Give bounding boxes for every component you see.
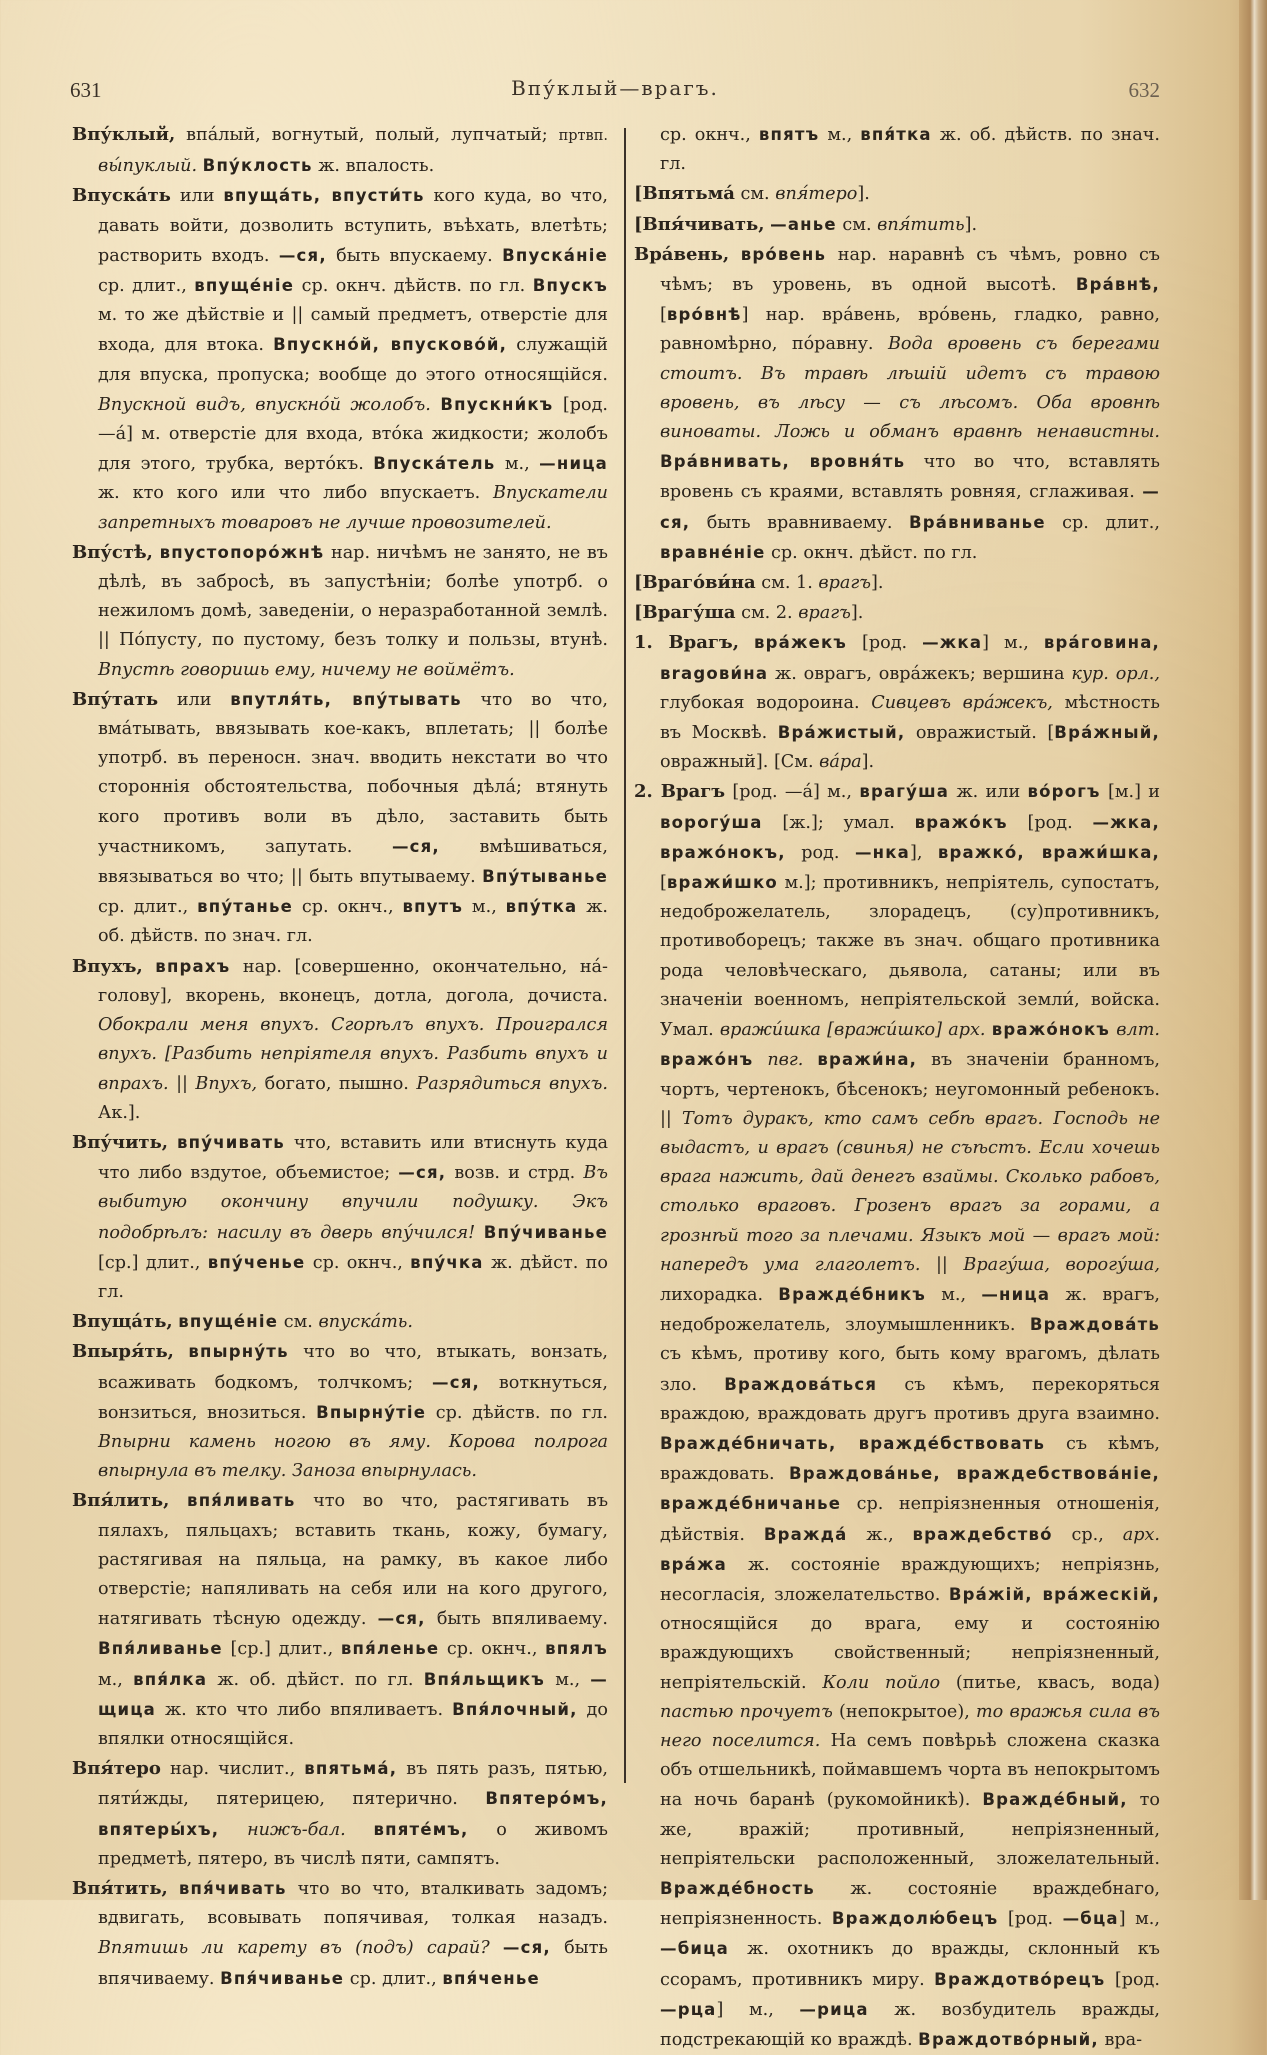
definition-text: быть впяливаему. — [425, 1609, 608, 1630]
headword: вражо́нъ — [660, 1050, 754, 1070]
headword: вра́говина, вragови́на — [660, 633, 1161, 683]
dictionary-entry — [72, 952, 608, 1128]
page-number-right: 632 — [1128, 78, 1160, 102]
headword: —ся, — [432, 1372, 480, 1392]
example-text: арх. — [1122, 1524, 1160, 1545]
definition-text: ж. или — [949, 782, 1028, 803]
example-text: кур. орл., — [1071, 663, 1160, 684]
headword: Впятеро́мъ, впятеры́хъ, — [98, 1789, 608, 1839]
dictionary-entry — [634, 628, 1160, 777]
definition-text: ж. впалость. — [312, 156, 435, 177]
definition-text: ср. окнч. дѣйств. по гл. — [294, 276, 533, 297]
headword: вро́внѣ — [666, 305, 742, 325]
definition-text: быть вравниваему. — [690, 512, 909, 533]
example-text: Сивцевъ вра́жекъ, — [871, 692, 1053, 713]
definition-text: лихорадка. — [660, 1284, 779, 1305]
definition-text: воткнуться, вонзиться, внозиться. — [98, 1372, 608, 1423]
column-divider — [624, 128, 626, 1783]
definition-text: вра- — [1098, 2030, 1143, 2050]
definition-text: служащій для впуска, пропуска; вообще до этого относящійся. — [98, 335, 609, 385]
definition-text: [род. — [847, 633, 923, 654]
definition-text: ж. дѣйст. по гл. — [98, 1252, 608, 1302]
definition-text: м. то же дѣйствіе и || самый предметъ, отверстіе для входа, для втока. — [98, 305, 608, 356]
headword: вро́вень — [740, 244, 827, 264]
headword: врагу́ша — [859, 782, 950, 802]
example-text: Впускной видъ, впускно́й жолобъ. — [98, 394, 431, 415]
headword: впя́ченье — [442, 1968, 540, 1988]
definition-text: или — [170, 186, 224, 207]
definition-text: ]. — [857, 184, 870, 205]
dictionary-entry — [634, 240, 1160, 568]
definition-text: [ср.] длит., — [222, 1639, 341, 1660]
left-column — [72, 120, 608, 1994]
definition-text: (питье, квасъ, вода) — [940, 1672, 1160, 1693]
page-number-left: 631 — [70, 78, 102, 102]
definition-text: ср. длит., — [98, 897, 198, 918]
headword: [Впя́чивать, — [634, 213, 765, 235]
definition-text: ], — [909, 842, 938, 863]
headword: —жка, вражо́нокъ, — [660, 812, 1160, 862]
headword: Враждова́нье, враждебствова́ніе, вражде́бничанье — [660, 1464, 1160, 1514]
definition-text: возв. и стрд. — [446, 1163, 584, 1184]
dictionary-entry — [72, 685, 608, 952]
headword: враждебство́ — [912, 1524, 1053, 1544]
example-text: пвг. — [767, 1050, 804, 1071]
dictionary-entry — [634, 179, 1160, 209]
definition-text: ]. — [964, 214, 978, 235]
headword: вражи́шко — [666, 873, 778, 893]
headword: Вражда́ — [763, 1524, 848, 1544]
headword: впуща́ть, впусти́ть — [223, 186, 425, 206]
definition-text: въ значеніи бранномъ, чортъ, чертенокъ, бѣсенокъ; неугомонный ребенокъ. || — [660, 1050, 1160, 1129]
headword: —ся, — [377, 1609, 426, 1629]
headword: впу́ченье — [207, 1252, 306, 1272]
headword: впутля́ть, впу́тывать — [230, 689, 462, 709]
headword: Враждотво́рецъ — [934, 1969, 1106, 1989]
definition-text: м., — [463, 897, 506, 918]
headword: Впя́лить, — [72, 1490, 170, 1512]
headword: ворогу́ша — [660, 812, 763, 832]
definition-text: см. — [836, 214, 878, 235]
definition-text — [346, 1820, 374, 1840]
headword: вра́жекъ — [754, 633, 847, 653]
headword: вра́жа — [660, 1554, 727, 1574]
headword: впятьма́, — [304, 1759, 398, 1779]
definition-text: [род. — [998, 1909, 1063, 1930]
definition-text: [м.] и — [1100, 782, 1161, 803]
example-text: ва́ра — [819, 752, 862, 773]
definition-text: что, вставить или втиснуть куда что либо вздутое, объемистое; — [98, 1132, 608, 1184]
headword: Впускни́къ — [440, 394, 554, 414]
definition-text: Ак.]. — [98, 1102, 141, 1123]
headword: Впускъ — [532, 276, 608, 296]
definition-text: ср. длит., — [98, 276, 195, 297]
headword: впрахъ — [155, 956, 231, 976]
example-text: Впятишь ли карету въ (подъ) сарай? — [98, 1938, 490, 1959]
headword: Впя́чиванье — [220, 1968, 345, 1988]
example-text: Въ выбитую окончину впучили подушку. Экъ подобрѣлъ: насилу въ дверь впу́чился! — [98, 1163, 609, 1243]
example-text: арх. — [948, 1020, 986, 1041]
definition-text: || — [920, 1254, 964, 1275]
definition-text: нар. ничѣмъ не занято, не въ дѣлѣ, въ забросѣ, въ запустѣніи; болѣе употрб. о нежиломъ домѣ, заведеніи, о неразработанной землѣ. || По́пусту, по пустому, безъ толку и пользы, втунѣ. — [98, 542, 608, 651]
definition-text: [род. — [1105, 1969, 1160, 1990]
definition-text: м., — [819, 125, 861, 145]
definition-text: ср., — [1052, 1524, 1123, 1545]
definition-text: или — [158, 689, 231, 710]
headword: Впу́стѣ, — [72, 541, 153, 563]
definition-text: м.]; противникъ, непріятель, супостатъ, недоброжелатель, злорадецъ, (су)противникъ, противоборецъ; также въ знач. общаго противника рода человѣческаго, дьявола, сатаны; или въ значеніи военномъ, непріятельской земли́, войска. Умал. — [660, 873, 1160, 1041]
headword: —бица — [660, 1939, 729, 1959]
headword: Впя́льщикъ — [423, 1669, 545, 1689]
headword: впутъ — [402, 897, 464, 917]
dictionary-entry — [634, 777, 1160, 2055]
headword: [Враго́ви́на — [634, 572, 756, 594]
headword: [Впятьма́ — [634, 183, 735, 205]
definition-text — [739, 633, 754, 653]
example-text: Разрядиться впухъ. — [416, 1073, 608, 1094]
example-text: впуска́ть. — [318, 1312, 413, 1333]
headword: Впуска́ть — [72, 185, 171, 207]
headword: впу́чивать — [177, 1132, 285, 1152]
definition-text — [490, 1938, 503, 1958]
definition-text: нар. наравнѣ съ чѣмъ, ровно съ чѣмъ; въ уровень, въ одной высотѣ. — [660, 244, 1160, 296]
definition-text: ср. непріязненныя отношенія, дѣйствія. — [660, 1494, 1160, 1545]
headword: Враждолю́бецъ — [831, 1909, 999, 1929]
definition-text: нар. [совершенно, окончательно, на́-голову], вкорень, вконецъ, дотла, догола, дочиста. — [98, 956, 608, 1006]
definition-text: см. — [734, 184, 776, 205]
definition-text: кого куда, во что, давать войти, дозволить вступить, въѣхать, влетѣть; растворить входъ. — [98, 186, 608, 266]
definition-text — [143, 957, 156, 977]
definition-text: м., — [495, 454, 540, 475]
definition-text: м., — [926, 1284, 982, 1305]
example-text: Тотъ дуракъ, кто самъ себѣ врагъ. Господь не выдастъ, и врагъ (свинья) не съѣстъ. Если хочешь врага нажить, дай денегъ взаймы. Сколько рабовъ, столько враговъ. Грозенъ врагъ за горами, а грознѣй того за плечами. Языкъ мой — врагъ мой: напередъ ума глаголетъ. — [660, 1108, 1161, 1275]
dictionary-entry — [72, 1874, 608, 1994]
definition-text: [ — [660, 873, 667, 894]
headword: впуще́ніе — [194, 276, 295, 296]
example-text: пастью прочуетъ — [660, 1701, 833, 1722]
definition-text: что во что, втыкать, вонзать, всаживать бодкомъ, толчкомъ; — [98, 1342, 609, 1393]
definition-text: ]. — [871, 573, 884, 594]
headword: —рца — [660, 1999, 717, 2019]
definition-text — [475, 1223, 484, 1243]
definition-text: ж. состояніе враждующихъ; непріязнь, несогласія, зложелательство. — [660, 1554, 1160, 1605]
definition-text — [753, 1050, 767, 1070]
headword: впятъ — [758, 125, 820, 144]
headword: —ся, — [278, 245, 327, 265]
definition-text: ] м., — [1118, 1909, 1160, 1930]
definition-text: [род. —а́] м. отверстіе для входа, вто́ка жидкости; жолобъ для этого, трубка, верто́къ. — [98, 394, 609, 475]
example-text: Впускатели запретныхъ товаровъ не лучше провозителей. — [98, 483, 608, 533]
headword: Вра́жный, — [1054, 723, 1160, 743]
headword: Впускно́й, впусково́й, — [273, 335, 508, 355]
definition-text: || — [168, 1073, 196, 1094]
definition-text: быть впускаему. — [326, 245, 503, 266]
definition-text: въ пять разъ, пятью, пяти́жды, пятерицею, пятерично. — [98, 1759, 608, 1810]
headword: —ся, — [660, 482, 1160, 532]
headword: Впу́чиванье — [483, 1222, 609, 1242]
definition-text: съ кѣмъ, перекоряться враждою, враждовать другъ противъ друга взаимно. — [660, 1374, 1160, 1424]
dictionary-entry — [634, 598, 1160, 628]
dictionary-entry — [72, 538, 608, 685]
page-header — [70, 72, 1160, 108]
example-text: впя́теро — [775, 184, 858, 205]
definition-text: ср. окнч., — [660, 125, 759, 145]
headword: Впу́клость — [202, 156, 313, 176]
definition-text: пртвп. — [558, 128, 608, 144]
headword: Впу́тать — [72, 688, 159, 710]
headword: Враждова́ться — [724, 1374, 878, 1394]
definition-text: ж. об. дѣйств. по знач. гл. — [660, 125, 1161, 175]
example-text: Впустѣ говоришь ему, ничему не воймётъ. — [98, 659, 515, 680]
definition-text: род. — [785, 842, 855, 863]
definition-text: ] нар. вра́вень, вро́вень, гладко, равно, равномѣрно, по́равну. — [660, 305, 1160, 355]
example-text: то вражья сила въ него поселится. — [660, 1701, 1160, 1751]
headword: Впуска́ніе — [502, 245, 608, 265]
example-text: врагъ — [818, 573, 872, 594]
definition-text: ср. окнч., — [293, 897, 403, 918]
example-text: Вода вровень съ берегами стоитъ. Въ травѣ лѣшій идетъ съ травою вровень, въ лѣсу — съ лѣсомъ. Оба вровнѣ виноваты. Ложь и обманъ вравнѣ ненавистны. — [660, 334, 1160, 443]
headword: —ница — [539, 454, 608, 474]
headword: Враждотво́рный, — [918, 2030, 1099, 2049]
dictionary-entry — [72, 1128, 608, 1307]
definition-text: ср. окнч., — [305, 1252, 411, 1273]
headword: впустопоро́жнѣ — [159, 542, 325, 562]
definition-text: что во что, вма́тывать, ввязывать кое-какъ, вплетать; || болѣе употрб. въ переносн. знач. вводить некстати во что стороннія обстоятельства, побочныя дѣла́; втянуть кого противъ воли въ дѣло, заставить быть участникомъ, запутать. — [98, 689, 608, 857]
definition-text: богато, пышно. — [257, 1073, 417, 1094]
headword: Впыря́ть, — [72, 1341, 174, 1363]
definition-text — [431, 395, 440, 415]
headword: Вражде́бничать, вражде́бствовать — [660, 1433, 1046, 1453]
definition-text — [153, 543, 160, 563]
headword: вражо́нокъ — [991, 1020, 1111, 1040]
headword: впя́ливать — [187, 1491, 296, 1511]
headword: впырну́ть — [188, 1342, 289, 1362]
definition-text: см. 1. — [755, 573, 819, 594]
example-text: Обокрали меня впухъ. Сгорѣлъ впухъ. Проигрался впухъ. [Разбить непріятеля впухъ. Разбить впухъ и впрахъ. — [98, 1015, 608, 1094]
headword: Вра́вниванье — [908, 512, 1046, 532]
example-text: нижъ-бал. — [247, 1819, 346, 1840]
definition-text: быть впячиваему. — [98, 1938, 608, 1989]
definition-text: см. — [278, 1312, 319, 1333]
headword: впяте́мъ, — [373, 1819, 469, 1839]
definition-text — [219, 1820, 247, 1840]
dictionary-entry — [72, 1337, 608, 1486]
headword: Впя́ливанье — [98, 1639, 223, 1659]
headword: —анье — [770, 214, 837, 234]
definition-text: что во что, растягивать въ пялахъ, пяльцахъ; вставить ткань, кожу, бумагу, растягивая на пяльца, на рамку, въ какое либо отверстіе; напяливать на себя или на кого другого, натягивать тѣсную одежду. — [98, 1491, 609, 1630]
headword: Впуска́тель — [373, 454, 496, 474]
definition-text: съ кѣмъ, противу кого, быть кому врагомъ, дѣлать зло. — [660, 1344, 1160, 1395]
headword: 2. Врагъ — [634, 781, 726, 803]
definition-text: [ср.] длит., — [98, 1252, 208, 1273]
definition-text — [168, 1879, 179, 1899]
definition-text: м., — [98, 1669, 134, 1690]
headword: впя́ленье — [340, 1639, 440, 1659]
headword: Вражде́бный, — [982, 1790, 1128, 1810]
definition-text: На семъ повѣрьѣ сложена сказка объ отшельникѣ, поймавшемъ чорта въ непокрытомъ на ночь баранѣ (рукомойникѣ). — [660, 1730, 1161, 1811]
example-text: врагъ — [798, 603, 851, 624]
headword: Впырну́тіе — [316, 1402, 427, 1422]
headword: Впя́лочный, — [452, 1699, 578, 1719]
headword: Враждова́ть — [1029, 1315, 1160, 1335]
definition-text: нар. числит., — [160, 1759, 305, 1780]
page-edge — [1239, 0, 1267, 1900]
headword: Вра́внивать, вровня́ть — [660, 452, 906, 472]
headword: Вра́вень, — [634, 243, 730, 265]
headword: Впуща́ть, — [72, 1311, 173, 1333]
running-title: Впу́клый—врагъ. — [511, 76, 719, 100]
headword: вражко́, вражи́шка, — [937, 842, 1160, 862]
dictionary-entry — [634, 210, 1160, 240]
definition-text: ж. кто кого или что либо впускаетъ. — [98, 483, 494, 504]
headword: Вра́внѣ, — [1075, 275, 1160, 295]
definition-text: (непокрытое), — [832, 1701, 976, 1722]
definition-text: что во что, вставлять вровень съ краями, вставлять ровняя, сглаживая. — [660, 452, 1161, 503]
headword: —ся, — [398, 1163, 447, 1183]
example-text: Впухъ, — [195, 1073, 258, 1094]
headword: —ся, — [502, 1938, 551, 1958]
definition-text: ] м., — [716, 1999, 800, 2020]
headword: впу́тка — [505, 897, 578, 917]
headword: —ница — [981, 1284, 1051, 1304]
definition-text: ср. окнч. дѣйст. по гл. — [765, 542, 978, 563]
definition-text: ж., — [847, 1524, 913, 1545]
definition-text: [ж.]; умал. — [762, 812, 915, 833]
definition-text: до впялки относящійся. — [98, 1699, 608, 1749]
dictionary-entry — [72, 1307, 608, 1337]
headword: впя́лка — [133, 1669, 208, 1689]
definition-text: глубокая водороина. — [660, 692, 872, 713]
definition-text: ]. — [850, 603, 864, 624]
definition-text: ср. длит., — [344, 1968, 443, 1989]
headword: впя́чивать — [178, 1878, 287, 1898]
definition-text: овражный]. [См. — [660, 752, 820, 773]
definition-text: овражистый. [ — [905, 723, 1055, 744]
definition-text: ж. об. дѣйст. по гл. — [207, 1669, 424, 1690]
definition-text — [174, 1342, 188, 1362]
headword: —ся, — [391, 836, 440, 856]
definition-text: ср. длит., — [1045, 512, 1160, 533]
example-text: вражи́шка [вражи́шко] — [719, 1020, 942, 1041]
definition-text: вмѣшиваться, ввязываться во что; || быть впутываему. — [98, 836, 608, 888]
definition-text: ж. охотникъ до вражды, склонный къ ссорамъ, противникъ миру. — [660, 1939, 1160, 1990]
dictionary-entry — [72, 1754, 608, 1874]
example-text: Впырни камень ногою въ яму. Корова полрога впырнула въ телку. Заноза впырнулась. — [98, 1431, 608, 1482]
headword: —щица — [98, 1669, 608, 1719]
definition-text: ]. — [861, 752, 875, 773]
definition-text: [род. — [1007, 812, 1093, 833]
dictionary-entry — [634, 568, 1160, 598]
dictionary-entry — [72, 120, 608, 181]
headword: во́рогъ — [1027, 782, 1101, 802]
headword: впя́тка — [860, 125, 932, 144]
headword: Впу́чить, — [72, 1131, 169, 1153]
headword: впу́танье — [197, 897, 294, 917]
headword: вравне́ніе — [660, 542, 766, 562]
definition-text: относящійся до врага, ему и состоянію враждующихъ свойственный; непріязненный, непріятельскій. — [660, 1614, 1160, 1693]
headword: Впу́клый, — [72, 124, 176, 145]
headword: —рица — [799, 1999, 869, 2019]
definition-text: мѣстность въ Москвѣ. — [660, 692, 1160, 744]
definition-text: съ кѣмъ, враждовать. — [660, 1433, 1161, 1485]
headword: впуще́ніе — [178, 1312, 279, 1332]
right-column — [634, 120, 1160, 2055]
example-text: влт. — [1116, 1020, 1160, 1041]
definition-text: ср. дѣйств. по гл. — [426, 1402, 608, 1423]
definition-text: ср. окнч., — [439, 1639, 546, 1660]
headword: вражо́къ — [914, 812, 1008, 832]
dictionary-entry — [72, 1486, 608, 1754]
definition-text: о живомъ предметѣ, пятеро, въ числѣ пяти, сампятъ. — [98, 1819, 608, 1869]
definition-text: м., — [544, 1669, 591, 1690]
definition-text: ж. возбудитель вражды, подстрекающій ко враждѣ. — [660, 1999, 1161, 2050]
definition-text: ж. кто что либо впяливаетъ. — [155, 1699, 453, 1720]
headword: —нка — [854, 842, 910, 862]
headword: впялъ — [545, 1639, 608, 1659]
dictionary-entry — [634, 120, 1160, 179]
definition-text: ] м., — [982, 633, 1044, 654]
definition-text — [729, 245, 741, 265]
headword: Впя́теро — [72, 1758, 161, 1780]
definition-text: впа́лый, вогнутый, полый, лупчатый; — [175, 125, 559, 145]
headword: Впя́тить, — [72, 1877, 168, 1899]
definition-text: ж. врагъ, недоброжелатель, злоумышленникъ. — [660, 1284, 1160, 1336]
definition-text: ж. об. дѣйств. по знач. гл. — [98, 897, 609, 947]
headword: Вражде́бность — [660, 1878, 815, 1898]
definition-text: [ — [660, 305, 667, 326]
headword: [Врагу́ша — [634, 602, 736, 624]
definition-text: то же, вражій; противный, непріязненный, непріятельски расположенный, зложелательный. — [660, 1790, 1160, 1869]
example-text: вы́пуклый. — [98, 156, 198, 177]
headword: —бца — [1062, 1909, 1119, 1929]
headword: Вра́жистый, — [777, 723, 906, 743]
example-text: Коли пойло — [822, 1672, 941, 1693]
definition-text — [803, 1050, 817, 1070]
headword: вражи́на, — [817, 1050, 918, 1070]
headword: Впу́тыванье — [482, 867, 608, 887]
dictionary-entry — [72, 181, 608, 537]
headword: —жка — [922, 633, 983, 653]
definition-text: ж. состояніе враждебнаго, непріязненность. — [660, 1878, 1160, 1930]
definition-text: см. 2. — [735, 603, 799, 624]
headword: Вражде́бникъ — [778, 1284, 927, 1304]
definition-text — [169, 1491, 187, 1511]
definition-text: что во что, вталкивать задомъ; вдвигать, всовывать попячивая, толкая назадъ. — [98, 1878, 608, 1929]
definition-text: [род. —а́] м., — [725, 782, 860, 803]
headword: Впухъ, — [72, 955, 143, 977]
example-text: впя́тить — [877, 214, 965, 235]
headword: 1. Врагъ, — [634, 632, 740, 654]
example-text: Врагу́ша, ворогу́ша, — [963, 1254, 1160, 1275]
headword: впу́чка — [410, 1252, 484, 1272]
definition-text — [168, 1133, 177, 1153]
headword: Вра́жій, вра́жескій, — [948, 1584, 1161, 1604]
definition-text: ж. оврагъ, овра́жекъ; вершина — [768, 663, 1072, 684]
